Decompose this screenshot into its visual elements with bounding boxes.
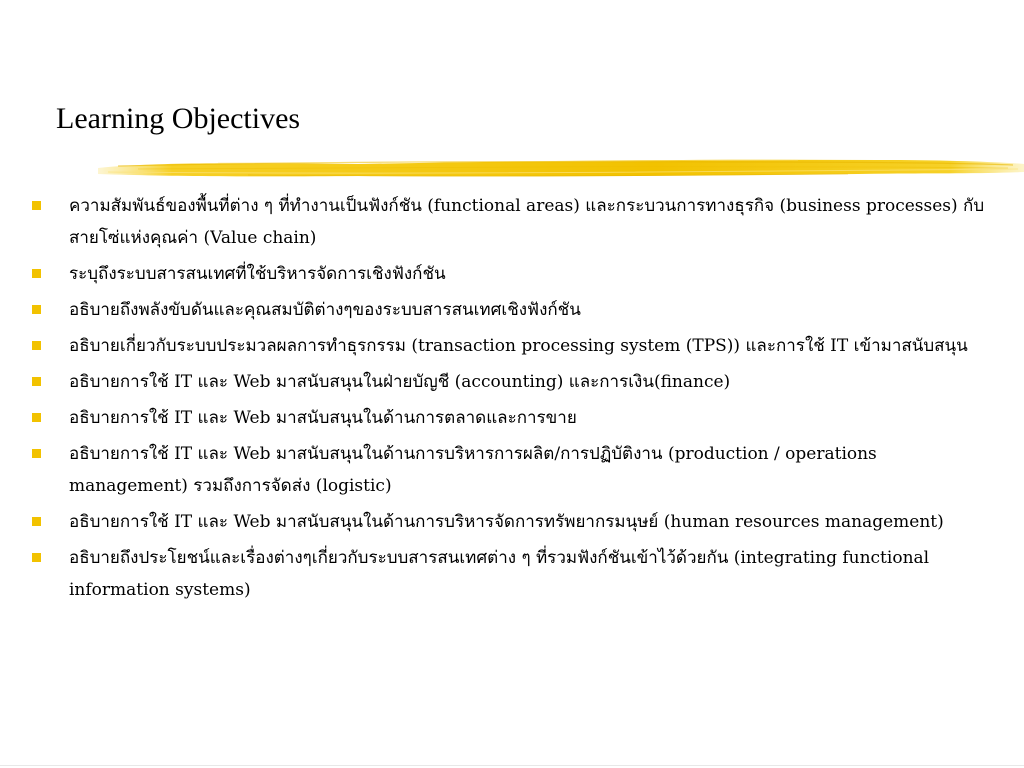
square-bullet-icon xyxy=(32,517,41,526)
list-item xyxy=(32,258,992,290)
list-item xyxy=(32,542,992,606)
list-item xyxy=(32,190,992,254)
bullet-text: อธิบายการใช้ IT และ Web มาสนับสนุนในฝ่ายบัญชี (accounting) และการเงิน(finance) xyxy=(69,372,731,392)
objectives-list xyxy=(32,190,992,610)
square-bullet-icon xyxy=(32,553,41,562)
bullet-text: ความสัมพันธ์ของพื้นที่ต่าง ๆ ที่ทำงานเป็นฟังก์ชัน (functional areas) และกระบวนการทางธุรกิจ (business processes) กับสายโซ่แห่งคุณค่า (Value chain) xyxy=(69,196,985,248)
list-item xyxy=(32,438,992,502)
bullet-text: อธิบายถึงพลังขับดันและคุณสมบัติต่างๆของระบบสารสนเทศเชิงฟังก์ชัน xyxy=(69,300,581,320)
square-bullet-icon xyxy=(32,269,41,278)
square-bullet-icon xyxy=(32,201,41,210)
list-item xyxy=(32,366,992,398)
bullet-text: อธิบายการใช้ IT และ Web มาสนับสนุนในด้านการบริหารการผลิต/การปฏิบัติงาน (production / operations management) รวมถึงการจัดส่ง (logistic) xyxy=(69,444,877,496)
bullet-text: อธิบายเกี่ยวกับระบบประมวลผลการทำธุรกรรม (transaction processing system (TPS)) และการใช้ IT เข้ามาสนับสนุน xyxy=(69,336,968,356)
square-bullet-icon xyxy=(32,305,41,314)
bullet-text: อธิบายถึงประโยชน์และเรื่องต่างๆเกี่ยวกับระบบสารสนเทศต่าง ๆ ที่รวมฟังก์ชันเข้าไว้ด้วยกัน (integrating functional information systems) xyxy=(69,548,930,600)
title-underline-brush-stroke xyxy=(98,150,1024,184)
slide-title: Learning Objectives xyxy=(56,102,301,135)
square-bullet-icon xyxy=(32,449,41,458)
list-item xyxy=(32,506,992,538)
list-item xyxy=(32,294,992,326)
bullet-text: ระบุถึงระบบสารสนเทศที่ใช้บริหารจัดการเชิงฟังก์ชัน xyxy=(69,264,446,284)
list-item xyxy=(32,330,992,362)
list-item xyxy=(32,402,992,434)
square-bullet-icon xyxy=(32,413,41,422)
bullet-text: อธิบายการใช้ IT และ Web มาสนับสนุนในด้านการบริหารจัดการทรัพยากรมนุษย์ (human resources management) xyxy=(69,512,944,532)
square-bullet-icon xyxy=(32,341,41,350)
bullet-text: อธิบายการใช้ IT และ Web มาสนับสนุนในด้านการตลาดและการขาย xyxy=(69,408,577,428)
bottom-divider xyxy=(0,765,1024,766)
square-bullet-icon xyxy=(32,377,41,386)
